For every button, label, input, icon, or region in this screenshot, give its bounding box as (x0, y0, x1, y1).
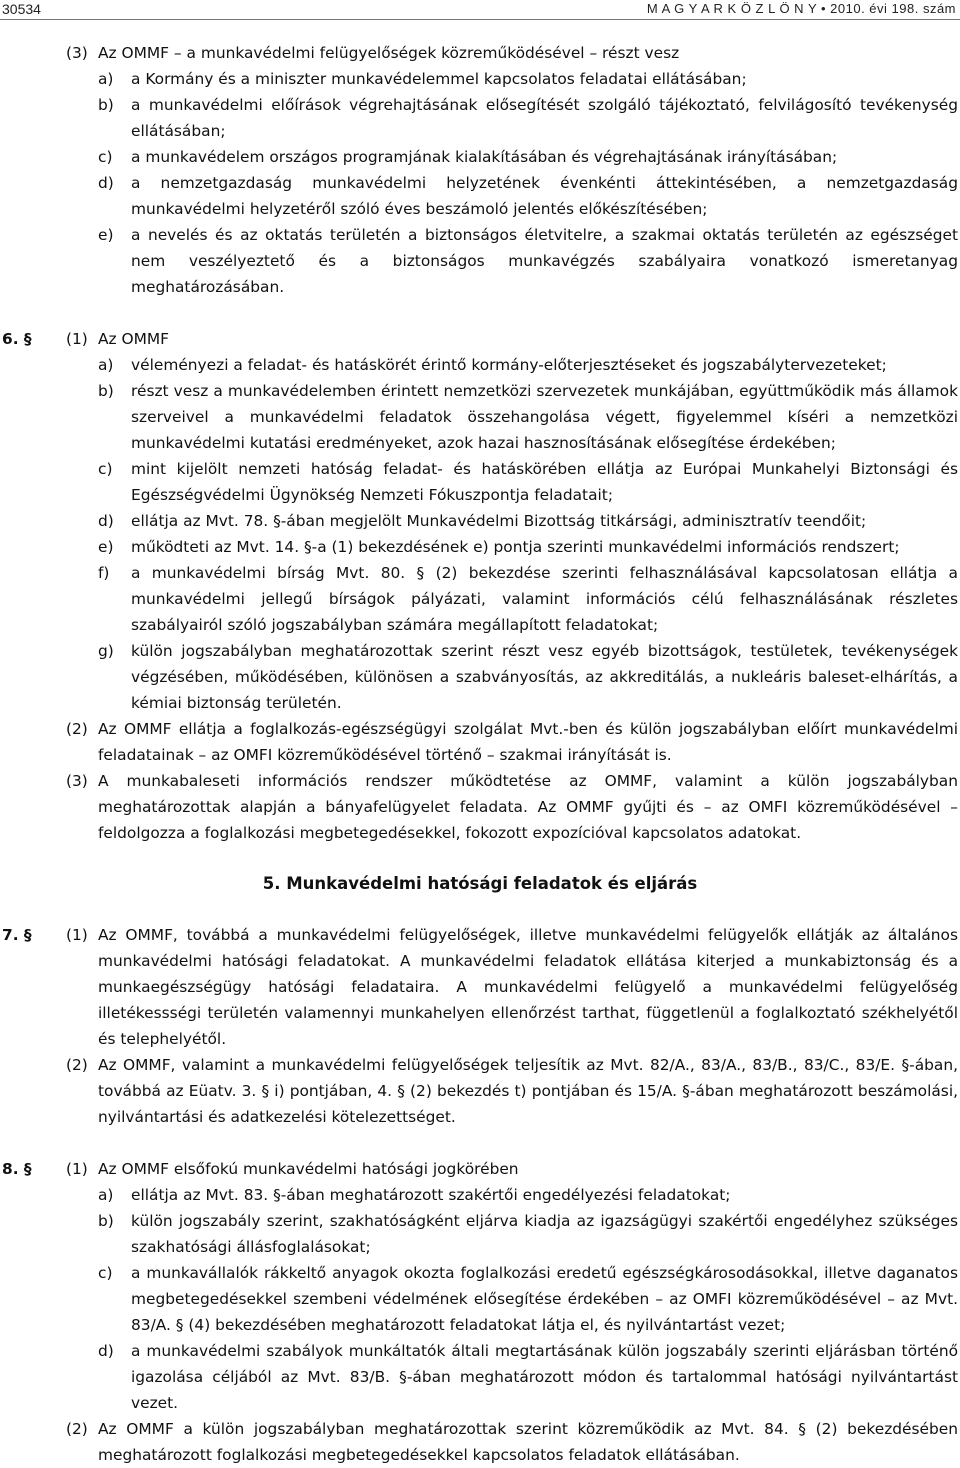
list-item (0, 508, 960, 534)
section-label: 8. § (2, 1160, 32, 1178)
paragraph-number: (3) (66, 44, 88, 62)
paragraph-8-2 (0, 1416, 960, 1468)
section-label: 7. § (2, 926, 32, 944)
paragraph-number: (1) (66, 926, 88, 944)
list-item (0, 1338, 960, 1416)
item-letter: c) (98, 460, 113, 478)
item-letter: a) (98, 1186, 114, 1204)
list-item (0, 456, 960, 508)
paragraph-number: (1) (66, 330, 88, 348)
paragraph-number: (3) (66, 772, 88, 790)
item-text: külön jogszabály szerint, szakhatóságként eljárva kiadja az igazságügyi szakértői engedélyhez szükséges szakhatósági állásfoglalásokat; (131, 1212, 958, 1256)
item-text: részt vesz a munkavédelemben érintett nemzetközi szervezetek munkájában, együttműködik más államok szerveivel a munkavédelmi feladatok összehangolása végett, figyelemmel kíséri a nemzetközi munkavédelmi kutatási eredményeket, azok hazai hasznosításának elősegítése érdekében; (131, 382, 958, 452)
paragraph-number: (1) (66, 1160, 88, 1178)
item-letter: c) (98, 148, 113, 166)
paragraph-number: (2) (66, 1420, 88, 1438)
paragraph-text: Az OMMF (98, 330, 170, 348)
paragraph-6-1 (0, 326, 960, 352)
paragraph-7-2 (0, 1052, 960, 1130)
paragraph-text: Az OMMF, valamint a munkavédelmi felügyelőségek teljesítik az Mvt. 82/A., 83/A., 83/B., 83/C., 83/E. §-ában, továbbá az Eüatv. 3. § i) pontjában, 4. § (2) bekezdés t) pontjában és 15/A. §-ában meghatározott beszámolási, nyilvántartási és adatkezelési kötelezettséget. (98, 1056, 958, 1126)
paragraph-text: Az OMMF elsőfokú munkavédelmi hatósági jogkörében (98, 1160, 519, 1178)
item-text: a munkavédelmi szabályok munkáltatók általi megtartásának külön jogszabály szerinti eljárásban történő igazolása céljából az Mvt. 83/B. §-ában meghatározott módon és tartalommal hatósági nyilvántartást vezet. (131, 1342, 958, 1412)
page-header (0, 0, 960, 20)
item-text: külön jogszabályban meghatározottak szerint részt vesz egyéb bizottságok, testületek, tevékenységek végzésében, működésében, különösen a szabványosítás, az akkreditálás, a nukleáris baleset-elhárítás, a kémiai biztonság területén. (131, 642, 958, 712)
list-item (0, 352, 960, 378)
spacer (0, 1130, 960, 1156)
paragraph-8-1 (0, 1156, 960, 1182)
list-item (0, 222, 960, 300)
item-letter: b) (98, 382, 114, 400)
publication-title: M A G Y A R K Ö Z L Ö N Y • 2010. évi 198. szám (646, 1, 956, 16)
list-item (0, 144, 960, 170)
item-letter: f) (98, 564, 110, 582)
item-text: a nemzetgazdaság munkavédelmi helyzetének évenkénti áttekintésében, a nemzetgazdaság munkavédelmi helyzetéről szóló éves beszámoló jelentés előkészítésében; (131, 174, 958, 218)
paragraph-6-2 (0, 716, 960, 768)
page-number: 30534 (2, 1, 41, 17)
paragraph-5-3 (0, 40, 960, 66)
item-letter: e) (98, 538, 114, 556)
section-label: 6. § (2, 330, 32, 348)
item-text: véleményezi a feladat- és hatáskörét érintő kormány-előterjesztéseket és jogszabálytervezeteket; (131, 356, 887, 374)
item-letter: b) (98, 1212, 114, 1230)
spacer (0, 300, 960, 326)
item-letter: b) (98, 96, 114, 114)
item-text: a munkavédelem országos programjának kialakításában és végrehajtásának irányításában; (131, 148, 838, 166)
list-item (0, 534, 960, 560)
document-body (0, 40, 960, 1468)
list-item (0, 1208, 960, 1260)
paragraph-text: A munkabaleseti információs rendszer működtetése az OMMF, valamint a külön jogszabályban meghatározottak alapján a bányafelügyelet feladata. Az OMMF gyűjti és – az OMFI közreműködésével – feldolgozza a foglalkozási megbetegedésekkel, fokozott expozícióval kapcsolatos adatokat. (98, 772, 958, 842)
list-item (0, 560, 960, 638)
item-letter: c) (98, 1264, 113, 1282)
item-text: a Kormány és a miniszter munkavédelemmel kapcsolatos feladatai ellátásában; (131, 70, 747, 88)
item-letter: d) (98, 174, 114, 192)
item-letter: e) (98, 226, 114, 244)
item-letter: a) (98, 70, 114, 88)
item-text: a nevelés és az oktatás területén a biztonságos életvitelre, a szakmai oktatás területén az egészséget nem veszélyeztető és a biztonságos munkavégzés szabályaira vonatkozó ismeretanyag meghatározásában. (131, 226, 958, 296)
item-text: ellátja az Mvt. 83. §-ában meghatározott szakértői engedélyezési feladatokat; (131, 1186, 731, 1204)
item-text: a munkavédelmi előírások végrehajtásának elősegítését szolgáló tájékoztató, felvilágosító tevékenység ellátásában; (131, 96, 958, 140)
paragraph-text: Az OMMF a külön jogszabályban meghatározottak szerint közreműködik az Mvt. 84. § (2) bekezdésében meghatározott foglalkozási megbetegedésekkel kapcsolatos feladatok ellátásában. (98, 1420, 958, 1464)
item-letter: d) (98, 1342, 114, 1360)
paragraph-7-1 (0, 922, 960, 1052)
item-text: a munkavédelmi bírság Mvt. 80. § (2) bekezdése szerinti felhasználásával kapcsolatosan ellátja a munkavédelmi jellegű bírságok pályázati, valamint információs célú felhasználásának részletes szabályairól szóló jogszabályban számára megállapított feladatokat; (131, 564, 958, 634)
item-text: mint kijelölt nemzeti hatóság feladat- és hatáskörében ellátja az Európai Munkahelyi Biztonsági és Egészségvédelmi Ügynökség Nemzeti Fókuszpontja feladatait; (131, 460, 958, 504)
list-item (0, 1260, 960, 1338)
item-text: a munkavállalók rákkeltő anyagok okozta foglalkozási eredetű egészségkárosodásokkal, illetve daganatos megbetegedésekkel szembeni védelmének elősegítése érdekében – az OMFI közreműködésével – az Mvt. 83/A. § (4) bekezdésében meghatározott feladatokat látja el, és nyilvántartást vezet; (131, 1264, 958, 1334)
list-item (0, 1182, 960, 1208)
list-item (0, 66, 960, 92)
item-text: ellátja az Mvt. 78. §-ában megjelölt Munkavédelmi Bizottság titkársági, adminisztratív teendőit; (131, 512, 867, 530)
list-item (0, 170, 960, 222)
paragraph-number: (2) (66, 1056, 88, 1074)
paragraph-text: Az OMMF, továbbá a munkavédelmi felügyelőségek, illetve munkavédelmi felügyelők ellátják az általános munkavédelmi hatósági feladatokat. A munkavédelmi feladatok ellátása kiterjed a munkabiztonság és a munkaegészségügy hatósági feladataira. A munkavédelmi felügyelő a munkavédelmi felügyelőség illetékessségi területén valamennyi munkahelyen ellenőrzést tarthat, függetlenül a foglalkoztató székhelyétől és telephelyétől. (98, 926, 958, 1048)
list-item (0, 92, 960, 144)
item-letter: d) (98, 512, 114, 530)
chapter-heading: 5. Munkavédelmi hatósági feladatok és eljárás (262, 874, 698, 893)
item-letter: a) (98, 356, 114, 374)
item-letter: g) (98, 642, 114, 660)
paragraph-number: (2) (66, 720, 88, 738)
paragraph-text: Az OMMF ellátja a foglalkozás-egészségügyi szolgálat Mvt.-ben és külön jogszabályban előírt munkavédelmi feladatainak – az OMFI közreműködésével történő – szakmai irányítását is. (98, 720, 958, 764)
item-text: működteti az Mvt. 14. §-a (1) bekezdésének e) pontja szerinti munkavédelmi információs rendszert; (131, 538, 900, 556)
paragraph-6-3 (0, 768, 960, 846)
list-item (0, 638, 960, 716)
paragraph-text: Az OMMF – a munkavédelmi felügyelőségek közreműködésével – részt vesz (98, 44, 680, 62)
list-item (0, 378, 960, 456)
